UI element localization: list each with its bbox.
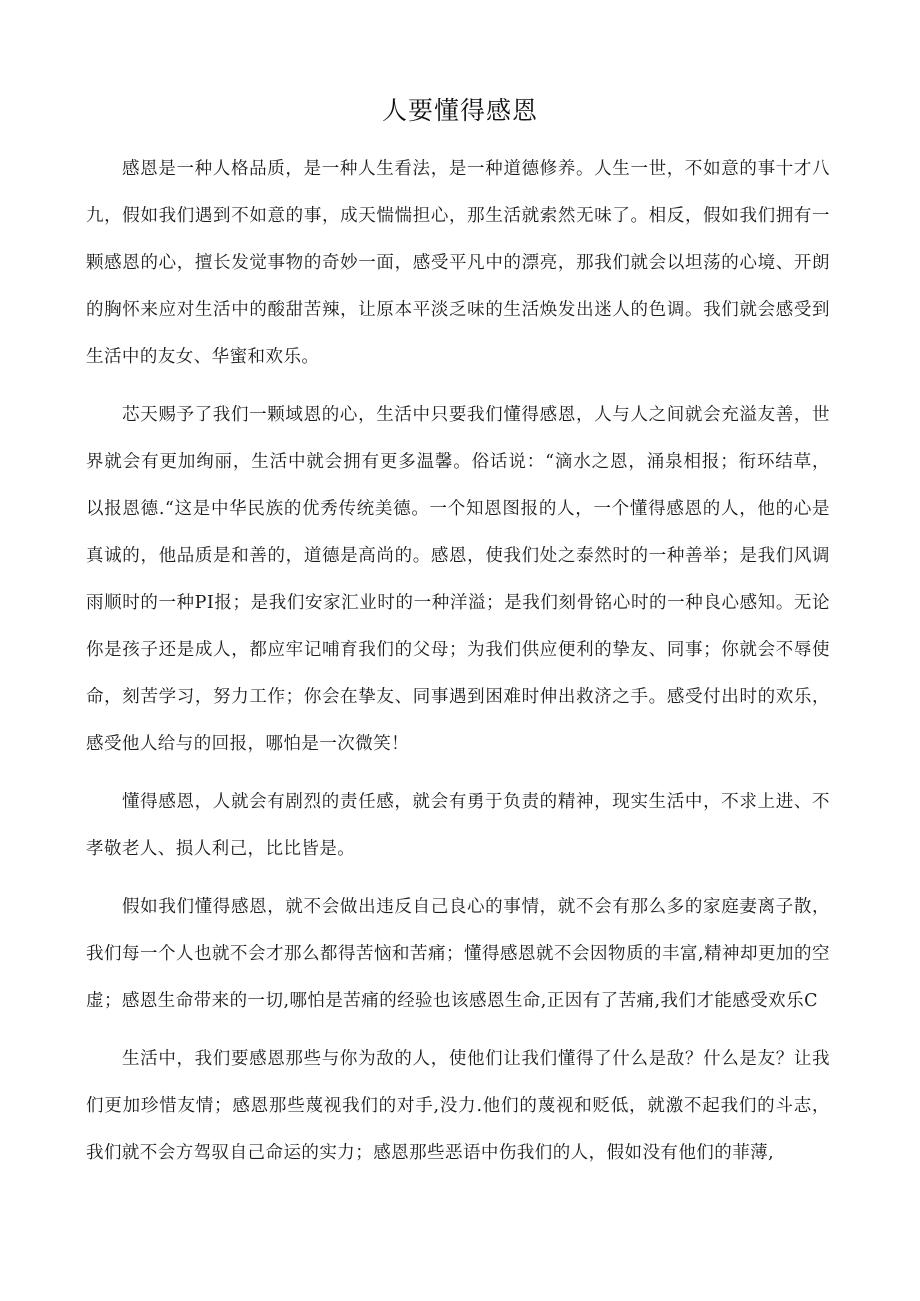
document-body xyxy=(86,146,830,1188)
paragraph-2: 芯天赐予了我们一颗域恩的心，生活中只要我们懂得感恩，人与人之间就会充溢友善，世界就会有更加绚丽，生活中就会拥有更多温馨。俗话说：“滴水之恩，涌泉相报；衔环结草，以报恩德.“这是中华民族的优秀传统美德。一个知恩图报的人，一个懂得感恩的人，他的心是真诚的，他品质是和善的，道德是高尚的。感恩，使我们处之泰然时的一种善举；是我们风调雨顺时的一种PI报；是我们安家汇业时的一种洋溢；是我们刻骨铭心时的一种良心感知。无论你是孩子还是成人，都应牢记哺育我们的父母；为我们供应便利的挚友、同事；你就会不辱使命，刻苦学习，努力工作；你会在挚友、同事遇到困难时伸出救济之手。感受付出时的欢乐，感受他人给与的回报，哪怕是一次微笑！ xyxy=(86,405,830,754)
paragraph-1: 感恩是一种人格品质，是一种人生看法，是一种道德修养。人生一世，不如意的事十才八九，假如我们遇到不如意的事，成天惴惴担心，那生活就索然无味了。相反，假如我们拥有一颗感恩的心，擅长发觉事物的奇妙一面，感受平凡中的漂亮，那我们就会以坦荡的心境、开朗的胸怀来应对生活中的酸甜苦辣，让原本平淡乏味的生活焕发出迷人的色调。我们就会感受到生活中的友女、华蜜和欢乐。 xyxy=(86,159,830,367)
paragraph-5: 生活中，我们要感恩那些与你为敌的人，使他们让我们懂得了什么是敌？什么是友？让我们更加珍惜友情；感恩那些蔑视我们的对手,没力.他们的蔑视和贬低，就激不起我们的斗志，我们就不会方驾驭自己命运的实力；感恩那些恶语中伤我们的人，假如没有他们的菲薄, xyxy=(86,1049,830,1163)
paragraph-3: 懂得感恩，人就会有剧烈的责任感，就会有勇于负责的精神，现实生活中，不求上进、不孝敬老人、损人利己，比比皆是。 xyxy=(86,792,830,859)
paragraph-4: 假如我们懂得感恩，就不会做出违反自己良心的事情，就不会有那么多的家庭妻离子散，我们每一个人也就不会才那么都得苦恼和苦痛；懂得感恩就不会因物质的丰富,精神却更加的空虚；感恩生命带来的一切,哪怕是苦痛的经验也该感恩生命,正因有了苦痛,我们才能感受欢乐C xyxy=(86,897,830,1011)
document-title: 人要懂得感恩 xyxy=(381,96,538,125)
